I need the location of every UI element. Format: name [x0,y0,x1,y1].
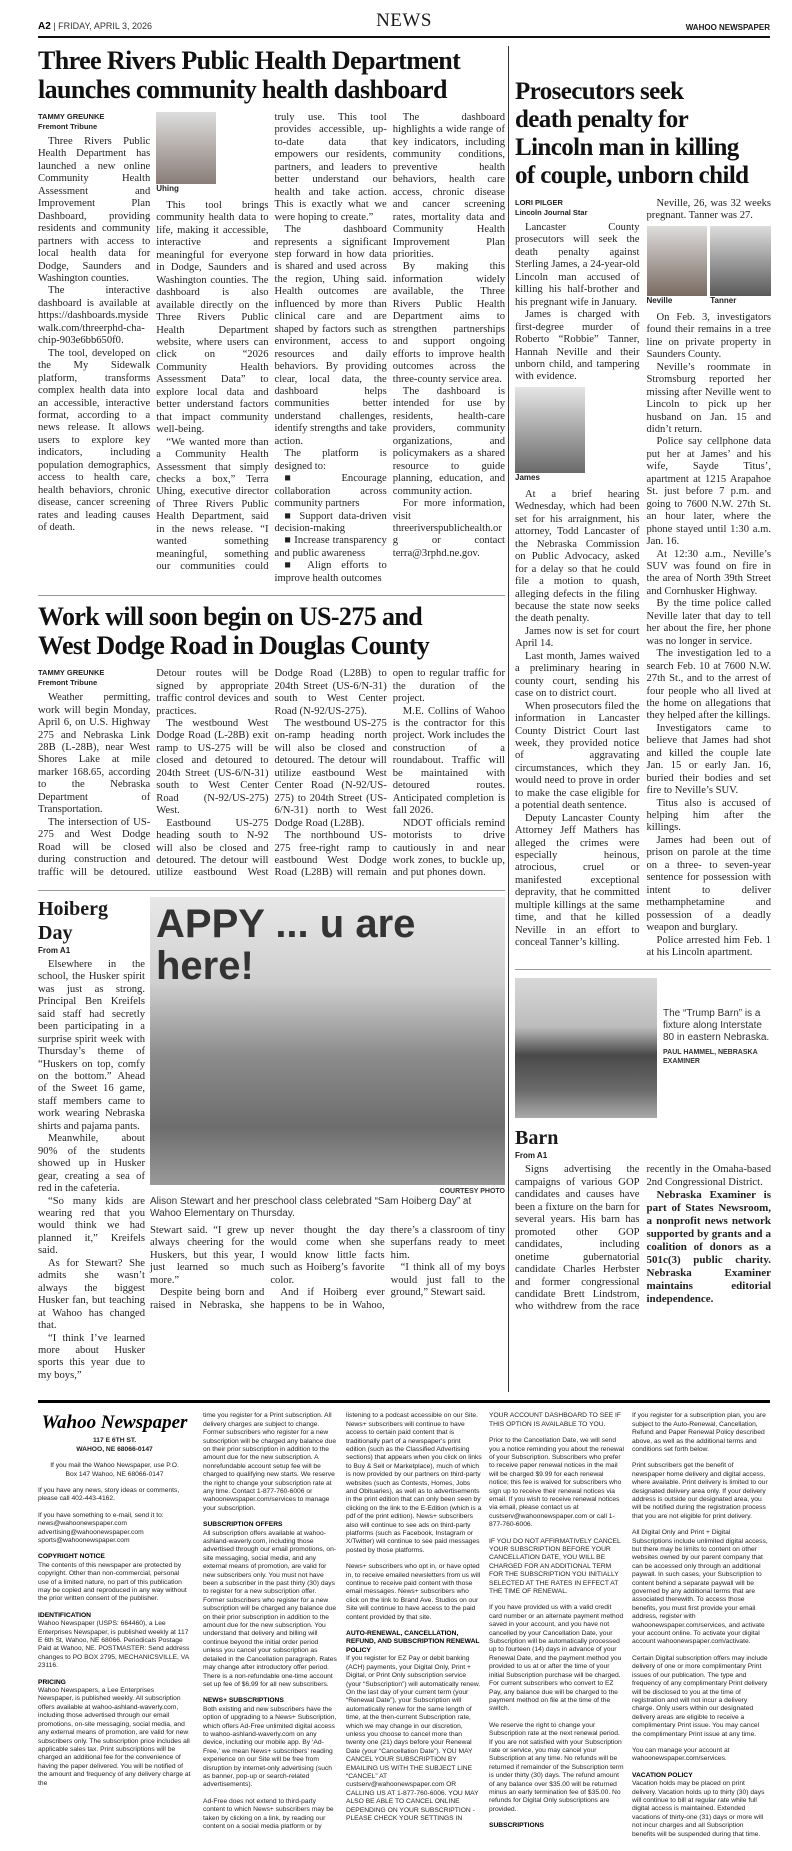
bullet-item: ■ Support data-driven decision-making [274,510,387,534]
right-stories [515,46,771,1392]
paragraph: Three Rivers Public Health Department has launched a new online Community Health Assessment and Improvement Plan Dashboard, providing residents and community partners with access to local health data for Dodge, Saunders and Washington counties. [38,136,151,284]
paragraph: The northbound US-275 free-right ramp to eastbound West Dodge Road (L28B) will remain open to regular traffic for the duration of the project. [274,668,505,879]
issue-date: FRIDAY, APRIL 3, 2026 [58,21,153,31]
roadwork-story [38,595,505,880]
paragraph: The intersection of US-275 and West Dodge Road will be closed during construction and traffic will be detoured. Detour routes will be signed by appropriate traffic control devices and practices. [38,668,269,878]
paragraph: We reserve the right to change your Subscription rate at the next renewal period. If you are not satisfied with your Subscription rate or service, you may cancel your Subscription at any time. No refunds will be returned if remainder of the Subscription term is under thirty (30) days. The refund amount of any balance over $35.00 will be returned minus an early termination fee of $35.00. No refunds for Digital Only subscriptions are provided. [489,1721,624,1813]
paragraph: For more information, visit threeriverspublichealth.org or contact terra@3rphd.ne.gov. [392,498,505,559]
tanner-headshot [710,226,771,296]
paragraph: Police arrested him Feb. 1 at his Lincoln apartment. [646,934,771,959]
paragraph: “I think I’ve learned more about Husker sports this year due to my boys,” [38,1332,145,1381]
paragraph: Despite being born and raised in Nebraska, she never thought the day would come when she would know little facts such as Hoiberg’s favorite color. [150,1224,385,1311]
photo-caption: James [515,472,540,482]
photo-caption: Tanner [710,295,737,305]
hoiberg-continued [150,1225,505,1312]
paragraph: M.E. Collins of Wahoo is the contractor for this project. Work includes the construction of a roundabout. Traffic will be maintained with detoured routes. Anticipated completion is fall 2026. [392,705,505,817]
trump-barn-photo [515,978,657,1118]
paragraph: Elsewhere in the school, the Husker spirit was just as strong. Principal Ben Kreifels said staff had secretly been participating in a surprise spirit week with Thursday’s theme of “Huskers on top, comfy on the bottom.” Ahead of the Sweet 16 game, staff members came to work wearing Nebraska shirts and pajama pants. [38,958,145,1132]
section-name: NEWS [376,10,432,31]
page-folio: A2 | FRIDAY, APRIL 3, 2026 [38,21,153,32]
paragraph: By the time police called Neville later that day to tell her about the fire, her phone was no longer in service. [646,598,771,647]
paragraph: time you register for a Print subscription. All delivery charges are subject to change. Former subscribers who register for a new subscription will be charged any balance due on their prior subscription in addition to the amount due for the new subscription. A nonrefundable account setup fee will be charged to qualifying new starts. We reserve the right to change your subscription rate at any time. Contact 1-877-760-6006 or wahoonewspaper.com/services to manage your subscription. [203,1412,337,1512]
paragraph: Deputy Lancaster County Attorney Jeff Mathers has alleged the crimes were especially heinous, atrocious, cruel or manifested exceptional depravity, that he committed multiple killings at the same time, and that he killed Neville in an effort to conceal Tanner’s killing. [515,812,640,949]
paragraph: At a brief hearing Wednesday, which had been set for his arraignment, his attorney, Todd Lancaster of the Nebraska Commission on Public Advocacy, asked for a delay so that he could file a motion to quash, alleging defects in the filing because the state now seeks the death penalty. [515,488,640,625]
byline-org: Fremont Tribune [38,122,98,131]
byline-name: TAMMY GREUNKE [38,668,105,678]
paragraph: Titus also is accused of helping him after the killings. [646,797,771,834]
paragraph: Prior to the Cancellation Date, we will send you a notice reminding you about the renewal of your Subscription. Subscribers who prefer to receive paper renewal notices in the mail will be charged $9.99 for each renewal notice; this fee is waived for subscribers who sign up to receive their renewal notices via email. If you wish to receive renewal notices via email, please contact us at custserv@wahoonewspaper.com or call 1-877-760-6006. [489,1437,624,1529]
paragraph: You can manage your account at wahoonewspaper.com/services. [632,1746,730,1763]
uhing-figure [156,112,216,194]
roadwork-headline [38,602,505,660]
masthead-box [38,1412,191,1839]
paragraph: If you register for EZ Pay or debit banking (ACH) payments, your Digital Only, Print + Digital, or Print Only subscription service (your “Subscription”) will automatically renew. On the last day of your current term (your “Renewal Date”), your Subscription will automatically renew for the same length of time, at the then-current Subscription rate, which we may change in our discretion, unless you choose to cancel more than twenty one (21) days before your Renewal Date (your “Cancellation Date”). YOU MAY CANCEL YOUR SUBSCRIPTION BY EMAILING US WITH THE SUBJECT LINE “CANCEL” AT custserv@wahoonewspaper.com OR CALLING US AT 1-877-760-6006. YOU MAY ALSO BE ABLE TO CANCEL ONLINE DEPENDING ON YOUR SUBSCRIPTION - PLEASE CHECK YOUR SETTINGS IN YOUR ACCOUNT DASHBOARD TO SEE IF THIS OPTION IS AVAILABLE TO YOU. [346,1412,621,1823]
barn-photo-block [515,978,771,1118]
paragraph: The investigation led to a search Feb. 10 at 7600 N.W. 27th St., and to the arrest of four people who all lived at the home on allegations that they helped after the killings. [646,648,771,722]
paragraph: On Feb. 3, investigators found their remains in a tree line on private property in Saunders County. [646,311,771,361]
column-divider [508,46,509,1392]
health-story [38,46,505,585]
barn-caption-block [663,978,771,1118]
paragraph: This tool brings community health data to life, making it accessible, interactive and meaningful for everyone in Dodge, Saunders and Washington counties. The dashboard is also available directly on the Three Rivers Public Health Department website, where users can click on “2026 Community Health Assessment Data” to explore local data and better understand factors that impact community well-being. [156,200,269,436]
bullet-item: ■ Encourage collaboration across community partners [274,473,387,510]
paragraph: Stewart said. “I grew up always cheering for the Huskers, but this year, I just learned so much more.” [150,1224,265,1286]
paragraph: If you register for a subscription plan, you are subject to the Auto-Renewal, Cancellation, Refund and Paper Renewal Policy described above, as well as the additional terms and conditions set forth below. [632,1412,766,1453]
bullet-item: ■ Align efforts to improve health outcomes [274,560,387,584]
photo-caption: Alison Stewart and her preschool class celebrated “Sam Hoiberg Day” at Wahoo Elementary on Thursday. [150,1195,472,1219]
neville-figure [647,226,708,306]
photo-credit: COURTESY PHOTO [439,1187,505,1195]
hoiberg-main [150,897,505,1382]
section-heading: SUBSCRIPTIONS [489,1822,544,1830]
section-heading: IDENTIFICATION [38,1611,91,1619]
paragraph: Neville, 26, was 32 weeks pregnant. Tanner was 27. [646,198,771,222]
prosecutors-paragraphs [515,198,771,959]
paragraph: Weather permitting, work will begin Monday, April 6, on U.S. Highway 275 and Nebraska Link 28B (L-28B), near West Shores Lake at mile marker 168.65, according to the Nebraska Department of Transportation. [38,692,151,816]
headline-line: Prosecutors seek [515,78,684,105]
paragraph: The tool, developed on the My Sidewalk platform, transforms complex health data into an accessible, interactive format, according to a news release. It allows users to explore key indicators, including population demographics, access to health care, health behaviors, chronic disease, cancer screening rates and leading causes of death. [38,347,151,534]
paragraph: And if Hoiberg ever happens to be in Wahoo, there’s a classroom of tiny superfans ready to meet him. [270,1224,505,1311]
paragraph: Print subscribers get the benefit of newspaper home delivery and digital access, where available. Print delivery is limited to our designated delivery area only. If your delivery address is outside our designated area, you will be notified during the registration process that you are not eligible for print delivery. [632,1462,768,1520]
paragraph: NDOT officials remind motorists to drive cautiously in and near work zones, to buckle up, and put phones down. [392,817,505,879]
paragraph: If you have provided us with a valid credit card number or an alternate payment method saved in your account, and you have not cancelled by your Cancellation Date, your Subscription will be automatically processed up to fourteen (14) days in advance of your Renewal Date, and the payment method you provided to us at or after the time of your initial Subscription purchase will be charged. For current subscribers who convert to EZ Pay, any balance due will be charged to the payment method on file at the time of the switch. [489,1604,624,1713]
paragraph: The contents of this newspaper are protected by copyright. Other than non-commercial, personal use of a limited nature, no part of this publication may be copied and reproduced in any way without the prior written consent of the publisher. [38,1561,187,1603]
paragraph: By making this information widely available, the Three Rivers Public Health Department aims to strengthen partnerships and support ongoing efforts to improve health outcomes across the three-county service area. [392,261,505,385]
page-number: A2 [38,21,51,32]
paragraph: The dashboard is intended for use by residents, health-care providers, community organizations, and policymakers as a shared resource to guide planning, education, and community action. [392,385,505,497]
section-heading: NEWS+ SUBSCRIPTIONS [203,1697,284,1705]
tanner-figure [710,226,771,306]
paragraph: The dashboard highlights a wide range of key indicators, including community conditions, preventive health behaviors, health care access, chronic disease and cancer screening rates, mortality data and Community Health Improvement Plan priorities. [392,112,505,260]
section-heading: AUTO-RENEWAL, CANCELLATION, REFUND, AND SUBSCRIPTION RENEWAL POLICY [346,1630,480,1654]
headline-line: death penalty for [515,106,689,133]
paragraph: Neville’s roommate in Stromsburg reported her missing after Neville went to Lincoln to pick up her husband on Jan. 15 and didn’t return. [646,361,771,435]
paragraph: The westbound West Dodge Road (L-28B) exit ramp to US-275 will be closed and detoured to 204th Street (US-6/N-31) south to West Center Road (N-92/US-275) West. [156,718,269,817]
section-heading: PRICING [38,1678,66,1686]
paragraph: All subscription offers available at wahoo-ashland-waverly.com, including those advertised through our email promotions, on-site messaging, social media, and any external means of promotion, are valid for new subscribers only. You must not have been a subscriber in the past thirty (30) days to register for a new subscription offer. Former subscribers who register for a new subscription will be charged any balance due on their prior subscription in addition to the amount due for the new subscription. You understand that delivery and billing will continue beyond the initial order period unless you cancel your subscription as detailed in the Cancellation paragraph. Rates may change after introductory offer period. There is a non-refundable one-time account set up fee of $6.99 for all new subscribers. [203,1529,337,1688]
bottom-rule [38,1400,770,1403]
paragraph: “We wanted more than a Community Health Assessment that simply checks a box,” Terra Uhing, executive director of Three Rivers Public Health Department, said in the news release. “I wanted something meaningful, something our communities could truly use. This tool provides accessible, up-to-date data that empowers our residents, partners, and leaders to better understand our health and take action. This is exactly what we were hoping to create.” [156,112,387,573]
headline-line: West Dodge Road in Douglas County [38,631,430,661]
hoiberg-story [38,890,505,1382]
byline-name: TAMMY GREUNKE [38,112,105,121]
paragraph: “I think all of my boys would just fall to the ground,” Stewart said. [390,1262,505,1299]
paragraph: James is charged with first-degree murder of Roberto “Robbie” Tanner, Hannah Neville and their unborn child, and tampering with evidence. [515,309,640,383]
paragraph: Police say cellphone data put her at James’ and his wife, Sayde Titus’, apartment at 1215 Arapahoe St. just before 7 p.m. and going to 7600 N.W. 27th St. an hour later, where the phone stayed until 1:30 a.m. Jan. 16. [646,436,771,548]
barn-title: Barn [515,1127,559,1150]
email-sports[interactable]: sports@wahoonewspaper.com [38,1536,130,1544]
jump-line: From A1 [515,1151,548,1161]
victims-photos [647,226,772,306]
byline-org: Fremont Tribune [38,678,98,688]
photo-caption: Uhing [156,184,179,193]
news-well [38,46,770,1392]
byline-name: LORI PILGER [515,198,563,207]
roadwork-paragraphs [38,668,505,880]
hoiberg-continued-paragraphs [150,1225,505,1312]
headline-line: Three Rivers Public Health Department [38,46,461,75]
uhing-headshot [156,112,216,184]
paragraph: Vacation holds may be placed on print delivery. Vacation holds up to thirty (30) days will continue to bill at regular rate while full digital access is maintained. Extended vacations of thirty-one (31) days or more will not incur charges and all Subscription benefits will be suspended during that time. [632,1780,765,1838]
masthead-sections [38,1553,191,1788]
publisher-tagline: Nebraska Examiner is part of States Newsroom, a nonprofit news network supported by grants and a coalition of donors as a 501c(3) public charity. Nebraska Examiner maintains editorial independence. [646,1189,771,1306]
paragraph: Certain Digital subscription offers may include delivery of one or more complimentary Print issues of our publication. The type and frequency of any complimentary Print delivery will be disclosed to you at the time of registration and will not incur a delivery charge. Only users within our designated delivery areas are eligible to receive a complimentary Print issue. You may cancel the complimentary Print issue at any time. [632,1654,768,1738]
paragraph: When prosecutors filed the information in Lancaster County District Court last week, they provided notice of aggravating circumstances, which they would need to prove in order to make the case eligible for a potential death sentence. [515,700,640,812]
health-paragraphs [38,112,505,585]
mail-note: If you mail the Wahoo Newspaper, use P.O. Box 147 Wahoo, NE 68066-0147 [50,1462,179,1478]
street-address: 117 E 6TH ST. [92,1437,137,1445]
email-note: If you have something to e-mail, send it to: [38,1511,164,1519]
paragraph: Ad-Free does not extend to third-party content to which News+ subscribers may be taken by clicking on a link, by reading our content on a social media platform or by listening to a podcast accessible on our Site. News+ subscribers will continue to have access to certain paid content that is traditionally part of a newspaper’s print edition (such as the Classified Advertising sections) that appears when you click on links to Buy & Sell or Marketplace), much of which is now provided by our partners on third-party websites (such as Contests, Homes, Jobs and Obituaries), as well as to advertisements in the print edition that can only been seen by clicking on the link to the E-Edition (which is a pdf of the print edition). News+ subscribers also will continue to see ads on third-party platforms (such as Facebook, Instagram or X/Twitter) will continue to see paid messages posted by those platforms. [203,1412,482,1831]
paragraph: “So many kids are wearing red that you would think we had planned it,” Kreifels said. [38,1195,145,1257]
prosecutors-story [515,78,771,959]
paragraph: Wahoo Newspapers, a Lee Enterprises Newspaper, is published weekly. All subscription offers available at wahoo-ashland-waverly.com, including those advertised through our email promotions, on-site messaging, social media, and any external means of promotion, are valid for new subscribers only. The subscription price includes all applicable sales tax. Print subscriptions will be charged an additional fee for the convenience of having the paper delivered. You will be notified of the amount and frequency of any delivery charge at the [38,1687,191,1787]
email-advertising[interactable]: advertising@wahoonewspaper.com [38,1528,144,1536]
paragraph: James now is set for court April 14. [515,625,640,650]
paragraph: James had been out of prison on parole at the time on a three- to seven-year sentence for possession with intent to deliver methamphetamine and possession of a deadly weapon and burglary. [646,834,771,934]
paragraph: Investigators came to believe that James had shot and killed the couple late Jan. 15 or early Jan. 16, buried their bodies and set fire to Neville’s SUV. [646,722,771,797]
city-address: WAHOO, NE 68066-0147 [76,1445,153,1453]
photo-caption: Neville [646,295,673,305]
headline-line: Work will soon begin on US-275 and [38,602,423,632]
barn-story [515,969,771,1313]
photo-caption: The “Trump Barn” is a fixture along Interstate 80 in eastern Nebraska. [663,1008,770,1044]
paragraph: All Digital Only and Print + Digital Subscriptions include unlimited digital access, but there may be limits to content on other websites owned by our parent company that can be accessed only through an additional paywall. In such cases, your Subscription to content behind a separate paywall will be governed by any additional terms that are associated therewith. To access those benefits, you must first provide your email address, register with wahoonewspaper.com/services, and activate your account online. To activate your digital account wahoonewspaper.com/activate. [632,1529,768,1646]
preschool-class-photo [150,897,505,1185]
page-header [38,10,770,38]
hoiberg-left-paragraphs [38,959,145,1382]
health-article [38,112,505,585]
health-headline [38,46,505,104]
headline-line: of couple, unborn child [515,162,749,189]
masthead-section [38,1412,770,1839]
hoiberg-title: Hoiberg Day [38,897,108,944]
photo-sign: APPY ... u are here! [156,901,416,988]
paragraph: The interactive dashboard is available at https://dashboards.mysidewalk.com/threerphd-cha-chip-903e6bb650f0. [38,285,151,347]
jump-line: From A1 [38,945,71,955]
section-heading: COPYRIGHT NOTICE [38,1553,105,1561]
paragraph: At 12:30 a.m., Neville’s SUV was found on fire in the area of North 39th Street and Cornhusker Highway. [646,548,771,597]
james-headshot [515,387,585,473]
newspaper-logo: Wahoo Newspaper [41,1412,188,1434]
paragraph: Both existing and new subscribers have the option of upgrading to a News+ Subscription, which offers Ad-Free unlimited digital access to wahoo-ashland-waverly.com on any device, including our mobile app. By ‘Ad-Free,’ we mean News+ subscribers’ reading experience on our Site will be free from disruption by internet-only advertising (such as banner, pop-up or search-related advertisements). [203,1705,337,1789]
headline-line: Lincoln man in killing [515,134,739,161]
headline-line: launches community health dashboard [38,75,447,104]
paper-name: WAHOO NEWSPAPER [685,23,770,32]
section-heading: VACATION POLICY [632,1771,693,1779]
paragraph: As for Stewart? She admits she wasn’t always the biggest Husker fan, but teaching at Wahoo has changed that. [38,1257,145,1332]
hoiberg-left-column [38,897,145,1382]
paragraph: Lancaster County prosecutors will seek the death penalty against Sterling James, a 24-year-old Lincoln man accused of killing his half-brother and his pregnant wife in January. [515,222,640,308]
section-heading: SUBSCRIPTION OFFERS [203,1521,283,1529]
james-figure [515,387,585,483]
bullet-item: ■ Increase transparency and public awareness [274,535,387,559]
subscription-terms [203,1412,768,1839]
paragraph: The platform is designed to: [274,448,387,472]
prosecutors-headline [515,78,771,190]
paragraph: The dashboard represents a significant step forward in how data is shared and used across the region, Uhing said. Health outcomes are influenced by more than clinical care and are shaped by factors such as environment, access to resources and daily behaviors. By providing clear, local data, the dashboard helps communities better understand challenges, identify strengths and take action. [274,224,387,447]
paragraph: Eastbound US-275 heading south to N-92 will also be closed and detoured. The detour will utilize eastbound West Dodge Road (L28B) to 204th Street (US-6/N-31) south to West Center Road (N-92/US-275). [156,668,387,879]
paragraph: Wahoo Newspaper (USPS: 664460), a Lee Enterprises Newspaper, is published weekly at 117 E 6th St, Wahoo, NE 68066. Periodicals Postage Paid at Wahoo, NE. POSTMASTER: Send address changes to PO BOX 2795, MECHANICSVILLE, VA 23116. [38,1620,190,1670]
prosecutors-article [515,198,771,959]
paragraph: The westbound US-275 on-ramp heading north will also be closed and detoured. The detour will utilize eastbound West Center Road (N-92/US-275) to 204th Street (US-6/N-31) north to West Dodge Road (L28B). [274,718,387,829]
paragraph: Last month, James waived a preliminary hearing in county court, sending his case on to district court. [515,650,640,700]
news-note: If you have any news, story ideas or comments, please call 402-443-4162. [38,1486,180,1503]
paragraph: Meanwhile, about 90% of the students showed up in Husker gear, creating a sea of red in the cafeteria. [38,1133,145,1195]
photo-credit: PAUL HAMMEL, NEBRASKA EXAMINER [663,1049,758,1066]
paragraph: IF YOU DO NOT AFFIRMATIVELY CANCEL YOUR SUBSCRIPTION BEFORE YOUR CANCELLATION DATE, YOU WILL BE CHARGED FOR AN ADDITIONAL TERM FOR THE SUBSCRIPTION YOU INITIALLY SELECTED AT THE RATES IN EFFECT AT THE TIME OF RENEWAL. [489,1537,621,1596]
paragraph: Signs advertising the campaigns of various GOP candidates and causes have been a fixture on the barn for several years. His barn has promoted other GOP candidates, including onetime gubernatorial candidate Charles Herbster and former congressional candidate Brett Lindstrom, who withdrew from the race recently in the Omaha-based 2nd Congressional District. [515,1164,771,1313]
barn-article [515,1164,771,1313]
legal-paragraphs [203,1412,768,1839]
byline-org: Lincoln Journal Star [515,208,588,217]
email-news[interactable]: news@wahoonewspaper.com [38,1520,127,1528]
paragraph: News+ subscribers who opt in, or have opted in, to receive emailed newsletters from us will continue to receive paid content with those email messages. News+ subscribers who click on the link to Brand Ave. Studios on our Site will continue to have access to the paid content provided by that site. [346,1563,481,1621]
neville-headshot [647,226,708,296]
roadwork-article [38,668,505,880]
left-stories [38,46,505,1392]
